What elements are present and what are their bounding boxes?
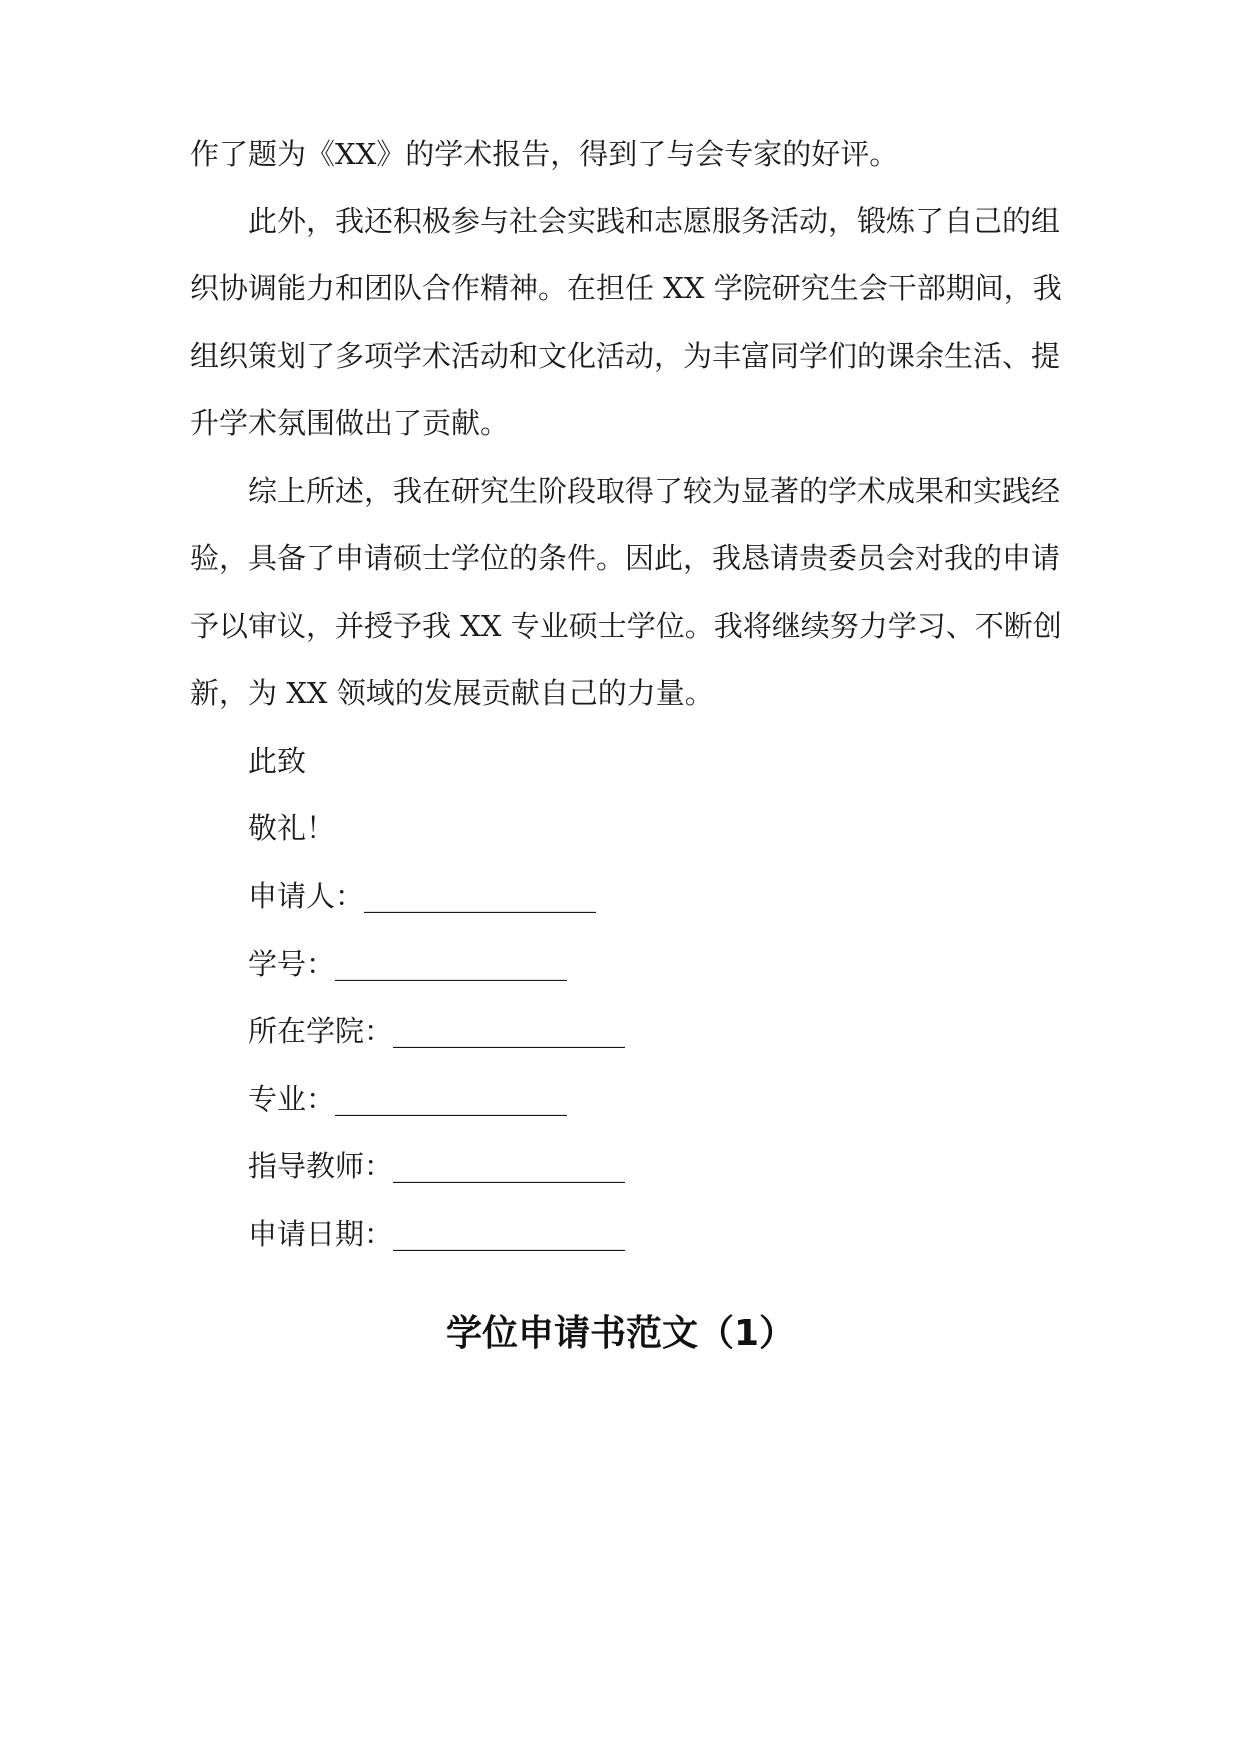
paragraph-line: 综上所述，我在研究生阶段取得了较为显著的学术成果和实践经: [248, 474, 1061, 508]
closing-salutation: 此致: [248, 744, 307, 778]
field-applicant: 申请人：________________: [248, 879, 597, 913]
paragraph-line: 组织策划了多项学术活动和文化活动，为丰富同学们的课余生活、提: [190, 339, 1061, 373]
field-date: 申请日期：________________: [248, 1217, 626, 1251]
section-title: 学位申请书范文（1）: [445, 1313, 796, 1354]
paragraph-line: 升学术氛围做出了贡献。: [190, 406, 510, 440]
paragraph-line: 织协调能力和团队合作精神。在担任 XX 学院研究生会干部期间，我: [190, 271, 1062, 305]
field-college: 所在学院：________________: [248, 1014, 626, 1048]
paragraph-line: 新，为 XX 领域的发展贡献自己的力量。: [190, 676, 714, 710]
paragraph-line: 作了题为《XX》的学术报告，得到了与会专家的好评。: [190, 137, 899, 171]
field-major: 专业：________________: [248, 1082, 568, 1116]
paragraph-line: 此外，我还积极参与社会实践和志愿服务活动，锻炼了自己的组: [248, 204, 1061, 238]
field-advisor: 指导教师：________________: [248, 1149, 626, 1183]
field-student-id: 学号：________________: [248, 947, 568, 981]
paragraph-line: 予以审议，并授予我 XX 专业硕士学位。我将继续努力学习、不断创: [190, 609, 1062, 643]
paragraph-line: 验，具备了申请硕士学位的条件。因此，我恳请贵委员会对我的申请: [190, 541, 1061, 575]
closing-regards: 敬礼！: [248, 811, 336, 845]
